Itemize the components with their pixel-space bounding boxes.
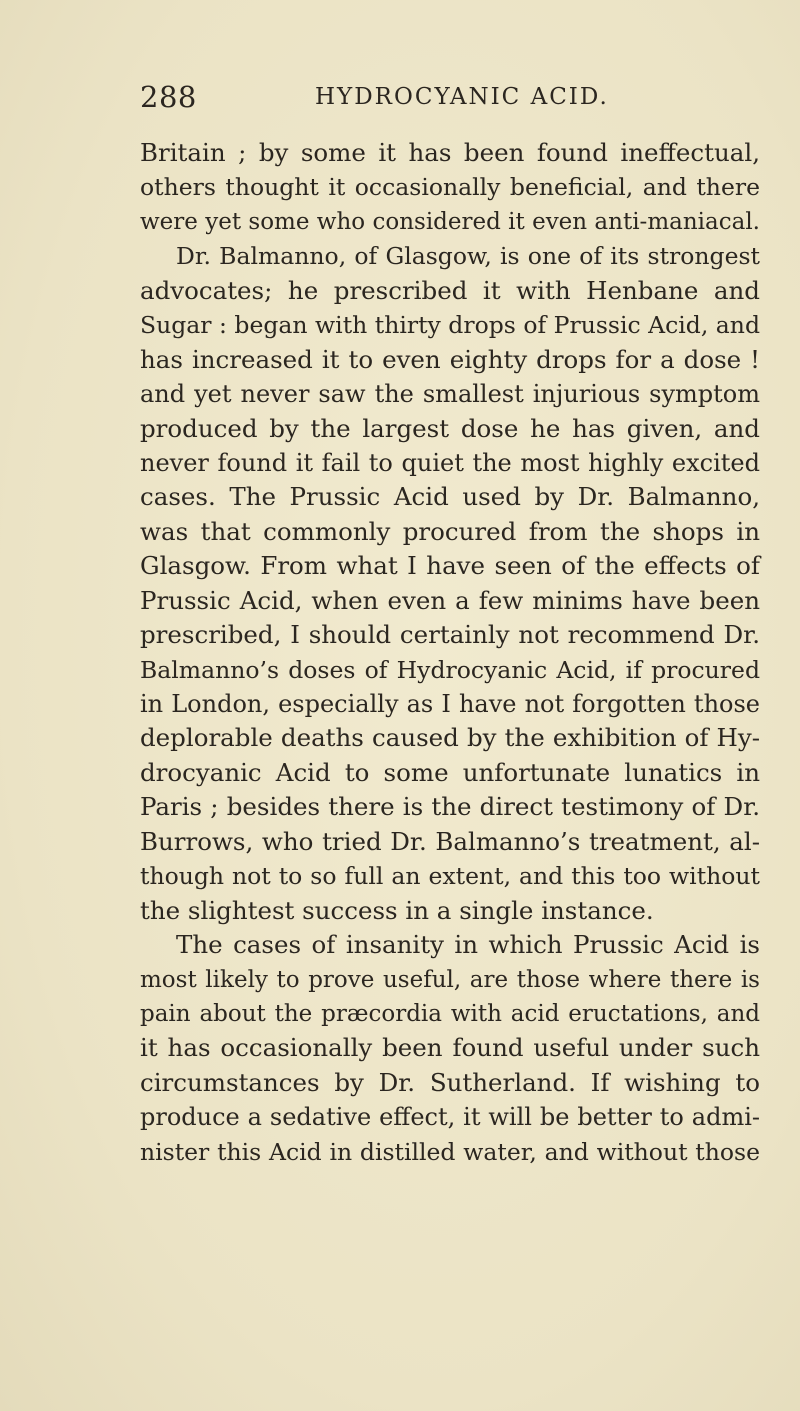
- text-line: Balmanno’s doses of Hydrocyanic Acid, if procured: [140, 655, 760, 684]
- text-line: The cases of insanity in which Prussic Acid is: [176, 930, 760, 960]
- text-line: Dr. Balmanno, of Glasgow, is one of its strongest: [176, 242, 760, 271]
- page-header: [140, 80, 760, 120]
- text-line: produce a sedative effect, it will be better to admi-: [140, 1103, 760, 1132]
- text-line: never found it fail to quiet the most highly excited: [140, 448, 760, 477]
- text-line: deplorable deaths caused by the exhibition of Hy-: [140, 723, 760, 753]
- text-line: Paris ; besides there is the direct testimony of Dr.: [140, 792, 760, 822]
- text-line: advocates; he prescribed it with Henbane and: [140, 275, 760, 305]
- text-line: were yet some who considered it even anti-maniacal.: [140, 208, 760, 235]
- text-line: in London, especially as I have not forgotten those: [140, 690, 760, 718]
- text-line: though not to so full an extent, and this too without: [140, 862, 760, 891]
- text-line: nister this Acid in distilled water, and without those: [140, 1137, 760, 1166]
- text-line: Glasgow. From what I have seen of the effects of: [140, 551, 760, 581]
- text-line: prescribed, I should certainly not recommend Dr.: [140, 620, 760, 650]
- text-line: cases. The Prussic Acid used by Dr. Balmanno,: [140, 482, 760, 512]
- text-line: Burrows, who tried Dr. Balmanno’s treatment, al-: [140, 826, 760, 856]
- page-number: 288: [140, 80, 197, 114]
- text-line: the slightest success in a single instance.: [140, 895, 654, 925]
- text-line: circumstances by Dr. Sutherland. If wishing to: [140, 1067, 760, 1097]
- text-line: Prussic Acid, when even a few minims have been: [140, 585, 760, 615]
- text-line: most likely to prove useful, are those where there is: [140, 966, 760, 993]
- text-line: it has occasionally been found useful under such: [140, 1033, 760, 1063]
- text-line: others thought it occasionally beneficial, and there: [140, 173, 760, 202]
- text-line: Britain ; by some it has been found ineffectual,: [140, 138, 760, 167]
- text-line: has increased it to even eighty drops for a dose !: [140, 344, 760, 374]
- text-line: and yet never saw the smallest injurious symptom: [140, 380, 760, 409]
- text-line: was that commonly procured from the shops in: [140, 516, 760, 546]
- text-line: produced by the largest dose he has given, and: [140, 413, 760, 443]
- text-line: Sugar : began with thirty drops of Prussic Acid, and: [140, 311, 760, 340]
- text-line: drocyanic Acid to some unfortunate lunatics in: [140, 757, 760, 787]
- running-head: HYDROCYANIC ACID.: [315, 84, 609, 110]
- body-text: [140, 136, 760, 1169]
- text-line: pain about the præcordia with acid eructations, and: [140, 1000, 760, 1027]
